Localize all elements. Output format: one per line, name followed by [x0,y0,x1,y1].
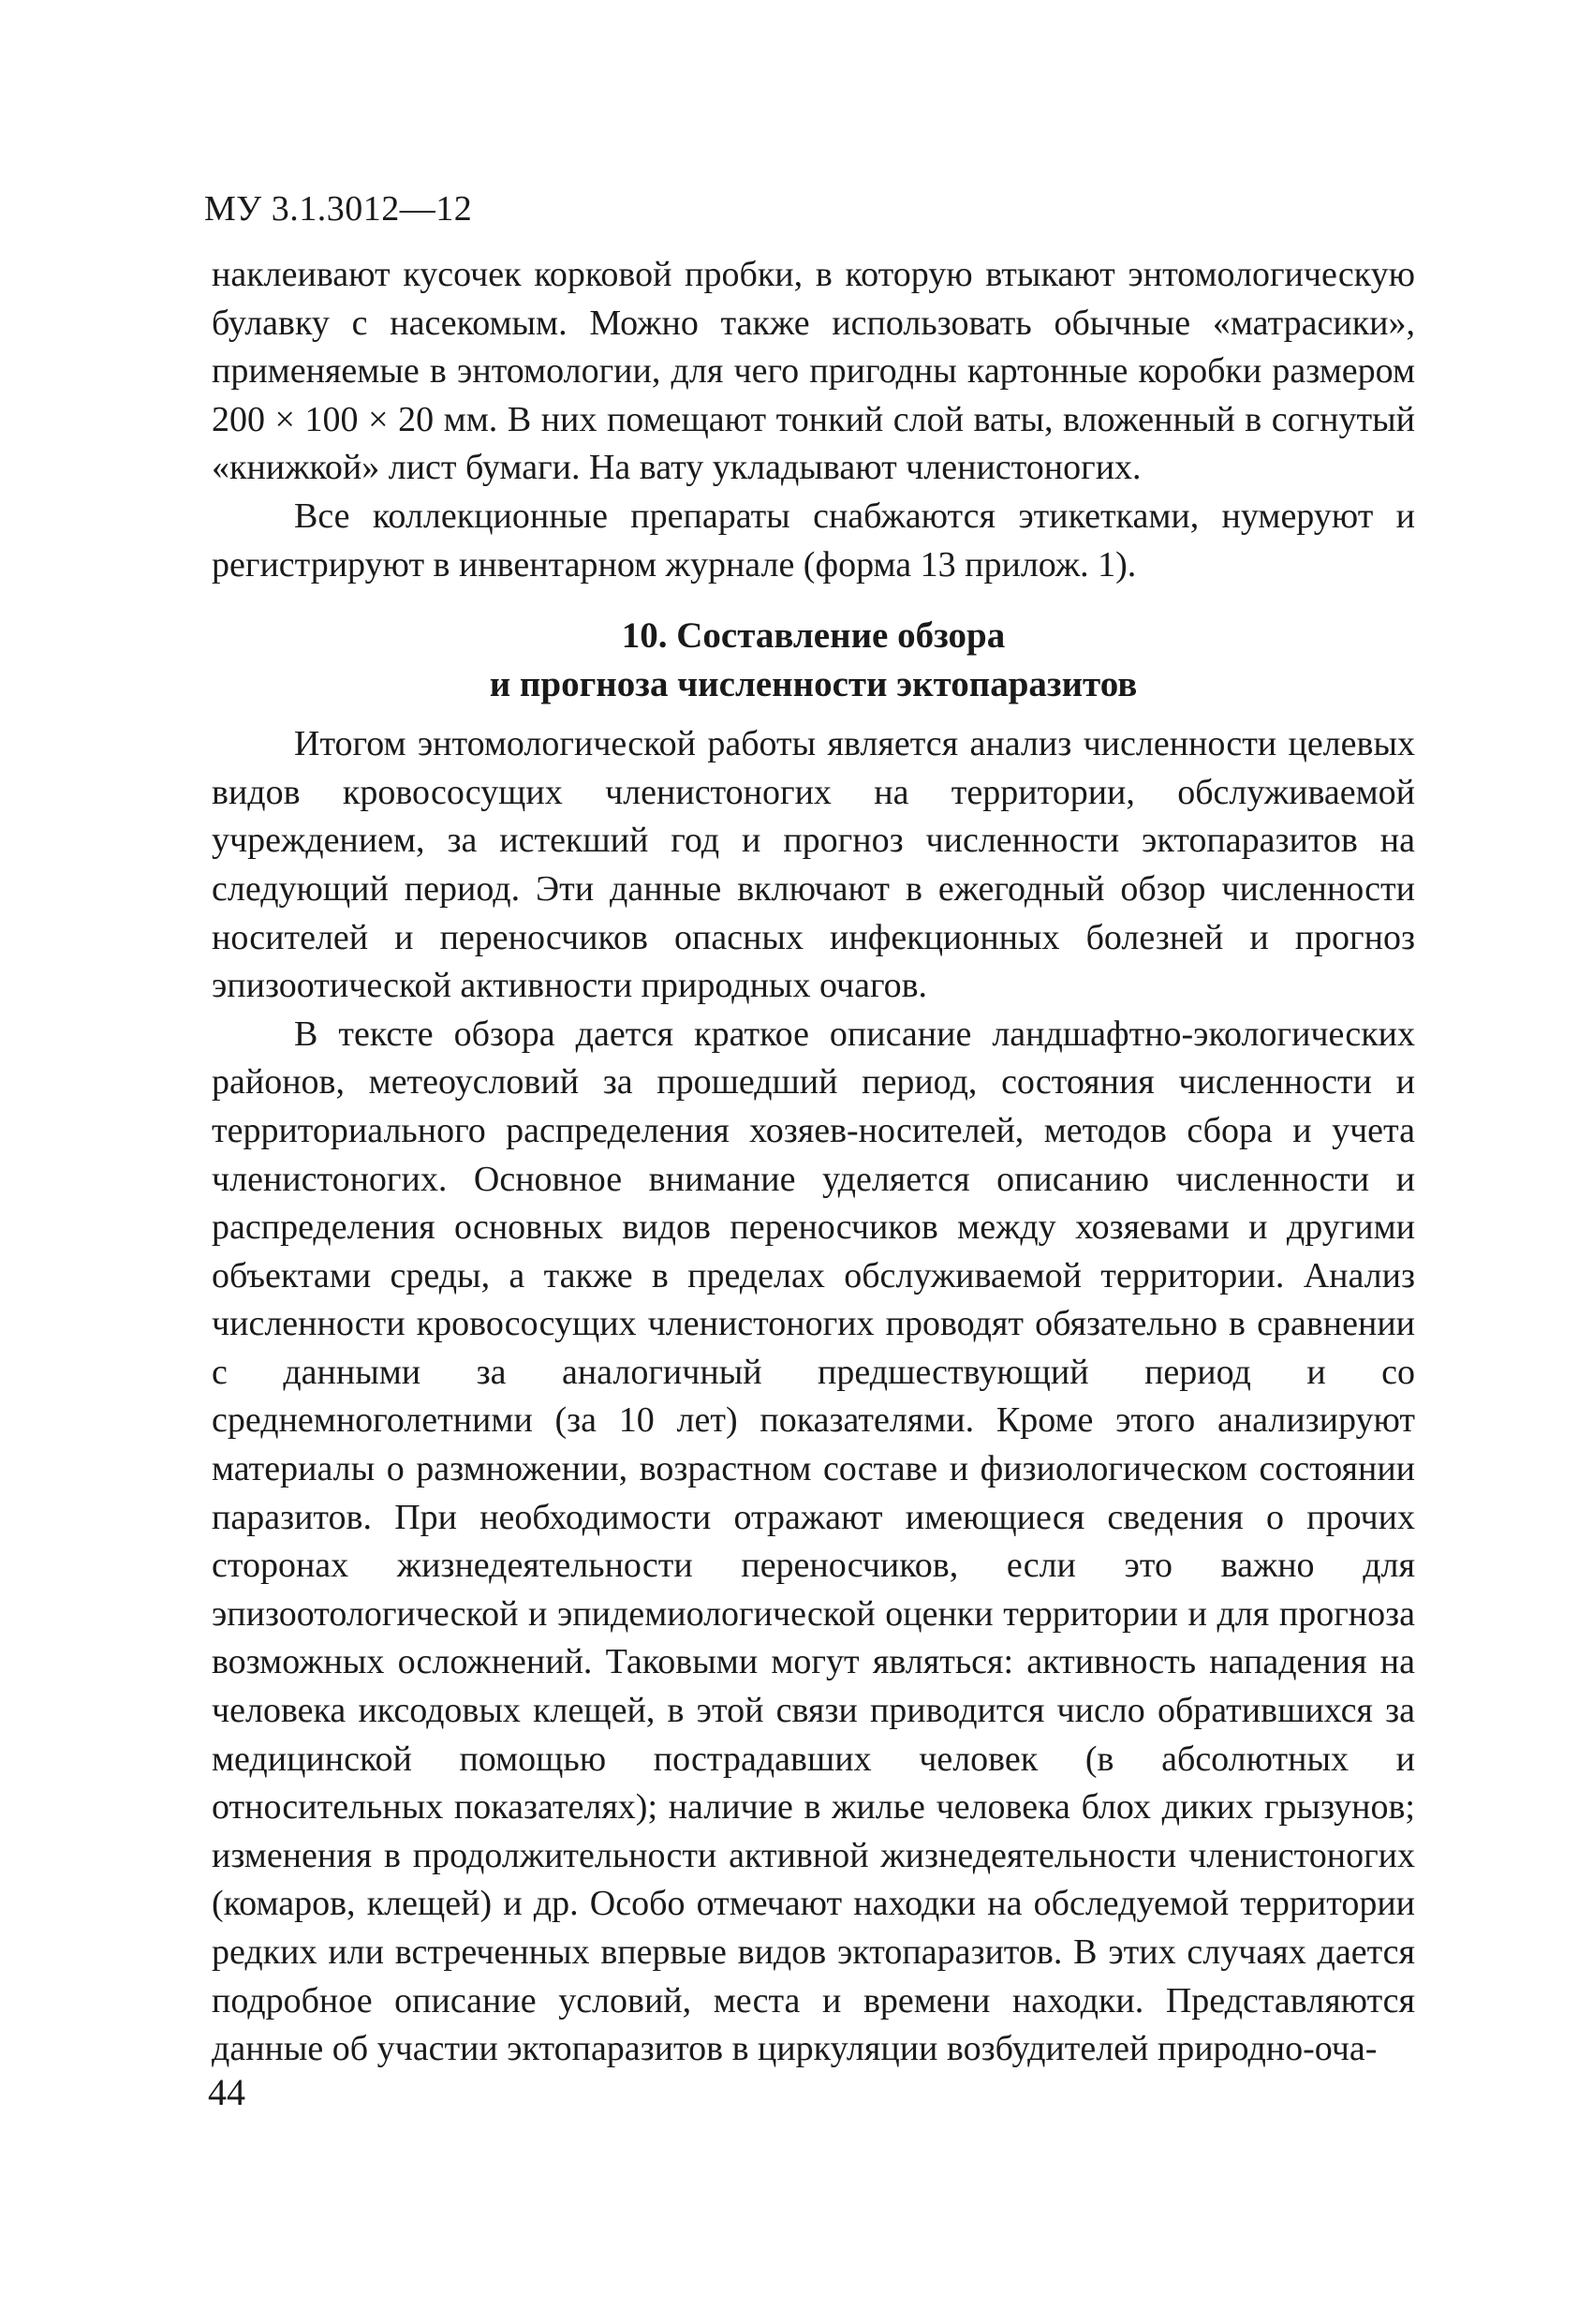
paragraph-result: Итогом энтомологической работы является анализ численности целевых видов кровососущих членистоногих на территории, обслуживаемой учреждением, за истекший год и прогноз численности эктопаразитов на следующий период. Эти данные включают в ежегодный обзор численности носителей и переносчиков опасных инфекционных болезней и прогноз эпизоотической активности природных очагов. [212,724,1415,1006]
section-heading-line-1: 10. Составление обзора [621,615,1006,657]
section-heading [212,612,1415,709]
running-header: МУ 3.1.3012—12 [204,189,473,229]
paragraph-collections: Все коллекционные препараты снабжаются этикетками, нумеруют и регистрируют в инвентарном журнале (форма 13 прилож. 1). [212,496,1415,585]
section-heading-line-2: и прогноза численности эктопаразитов [489,664,1138,705]
paragraph-review: В тексте обзора дается краткое описание ландшафтно-экологических районов, метеоусловий за прошедший период, состояния численности и территориального распределения хозяев-носителей, методов сбора и учета членистоногих. Основное внимание уделяется описанию численности и распределения основных видов переносчиков между хозяевами и другими объектами среды, а также в пределах обслуживаемой территории. Анализ численности кровососущих членистоногих проводят обязательно в сравнении с данными за аналогичный предшествующий период и со среднемноголетними (за 10 лет) показателями. Кроме этого анализируют материалы о размножении, возрастном составе и физиологическом состоянии паразитов. При необходимости отражают имеющиеся сведения о прочих сторонах жизнедеятельности переносчиков, если это важно для эпизоотологической и эпидемиологической оценки территории и для прогноза возможных осложнений. Таковыми могут являться: активность нападения на человека иксодовых клещей, в этой связи приводится число обратившихся за медицинской помощью пострадавших человек (в абсолютных и относительных показателях); наличие в жилье человека блох диких грызунов; изменения в продолжительности активной жизнедеятельности членистоногих (комаров, клещей) и др. Особо отмечают находки на обследуемой территории редких или встреченных впервые видов эктопаразитов. В этих случаях дается подробное описание условий, места и времени находки. Представляются данные об участии эктопаразитов в циркуляции возбудителей природно-оча- [212,1014,1415,2069]
page-content [212,251,1415,2074]
page-number: 44 [208,2071,245,2113]
paragraph-continued: наклеивают кусочек корковой пробки, в которую втыкают энтомологическую булавку с насекомым. Можно также использовать обычные «матрасики», применяемые в энтомологии, для чего пригодны картонные коробки размером 200 × 100 × 20 мм. В них помещают тонкий слой ваты, вложенный в согнутый «книжкой» лист бумаги. На вату укладывают членистоногих. [212,255,1415,488]
